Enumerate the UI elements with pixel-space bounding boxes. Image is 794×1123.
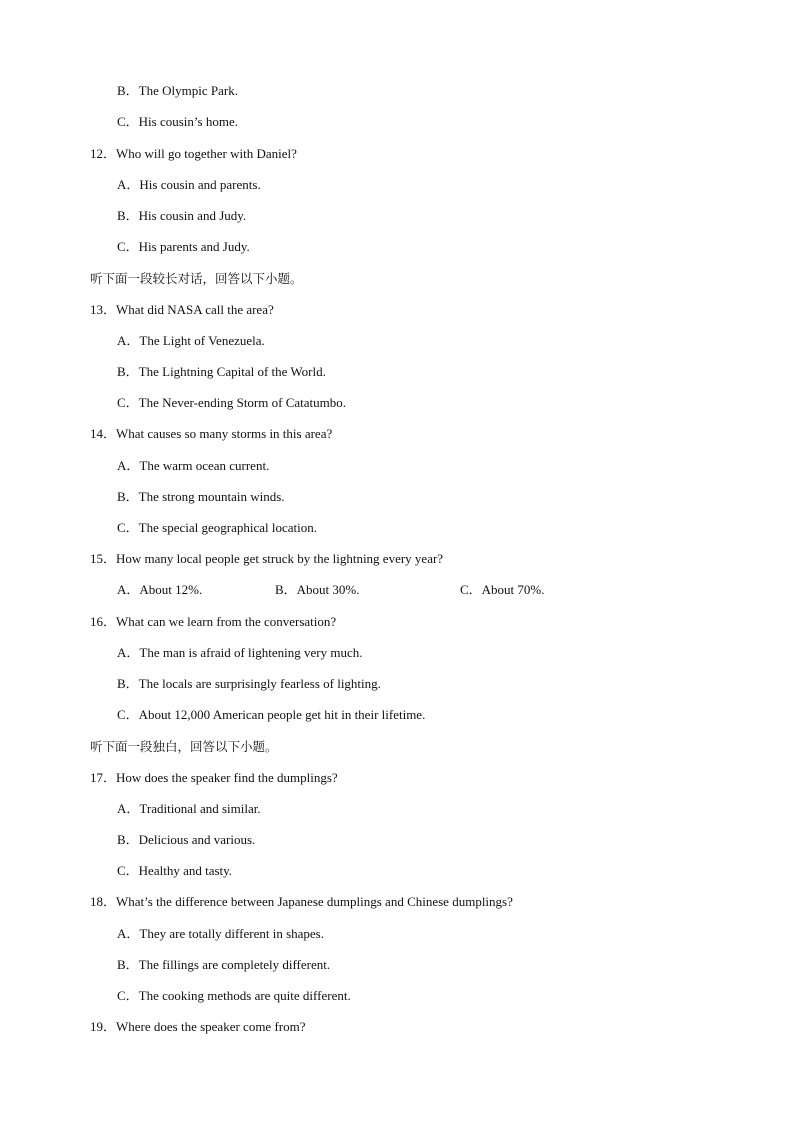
question-12: 12．Who will go together with Daniel? (90, 146, 297, 161)
q11-option-b: B．The Olympic Park. (117, 83, 238, 98)
q14-option-a: A．The warm ocean current. (117, 458, 270, 473)
question-14: 14．What causes so many storms in this area? (90, 426, 333, 441)
q13-option-c: C．The Never-ending Storm of Catatumbo. (117, 395, 346, 410)
q17-option-b: B．Delicious and various. (117, 832, 256, 847)
q14-option-c: C．The special geographical location. (117, 520, 317, 535)
q14-option-b: B．The strong mountain winds. (117, 489, 285, 504)
question-18: 18．What’s the difference between Japanese dumplings and Chinese dumplings? (90, 894, 513, 909)
section-instruction-dialogue: 听下面一段较长对话，回答以下小题。 (90, 271, 303, 286)
q16-option-a: A．The man is afraid of lightening very much. (117, 645, 363, 660)
question-17: 17．How does the speaker find the dumplings? (90, 770, 338, 785)
q12-option-c: C．His parents and Judy. (117, 239, 250, 254)
q18-option-b: B．The fillings are completely different. (117, 957, 331, 972)
section-instruction-monologue: 听下面一段独白，回答以下小题。 (90, 739, 278, 754)
question-13: 13．What did NASA call the area? (90, 302, 274, 317)
q18-option-a: A．They are totally different in shapes. (117, 926, 324, 941)
q15-option-c: C．About 70%. (460, 582, 545, 597)
q15-option-a: A．About 12%. (117, 582, 203, 597)
question-15: 15．How many local people get struck by the lightning every year? (90, 551, 444, 566)
q17-option-a: A．Traditional and similar. (117, 801, 261, 816)
q15-option-b: B．About 30%. (275, 582, 360, 597)
question-16: 16．What can we learn from the conversation? (90, 614, 337, 629)
q16-option-b: B．The locals are surprisingly fearless of lighting. (117, 676, 381, 691)
q11-option-c: C．His cousin’s home. (117, 114, 238, 129)
q16-option-c: C．About 12,000 American people get hit in their lifetime. (117, 707, 426, 722)
q13-option-a: A．The Light of Venezuela. (117, 333, 265, 348)
q12-option-b: B．His cousin and Judy. (117, 208, 247, 223)
q18-option-c: C．The cooking methods are quite different. (117, 988, 351, 1003)
q17-option-c: C．Healthy and tasty. (117, 863, 233, 878)
question-19: 19．Where does the speaker come from? (90, 1019, 306, 1034)
q13-option-b: B．The Lightning Capital of the World. (117, 364, 326, 379)
q12-option-a: A．His cousin and parents. (117, 177, 261, 192)
